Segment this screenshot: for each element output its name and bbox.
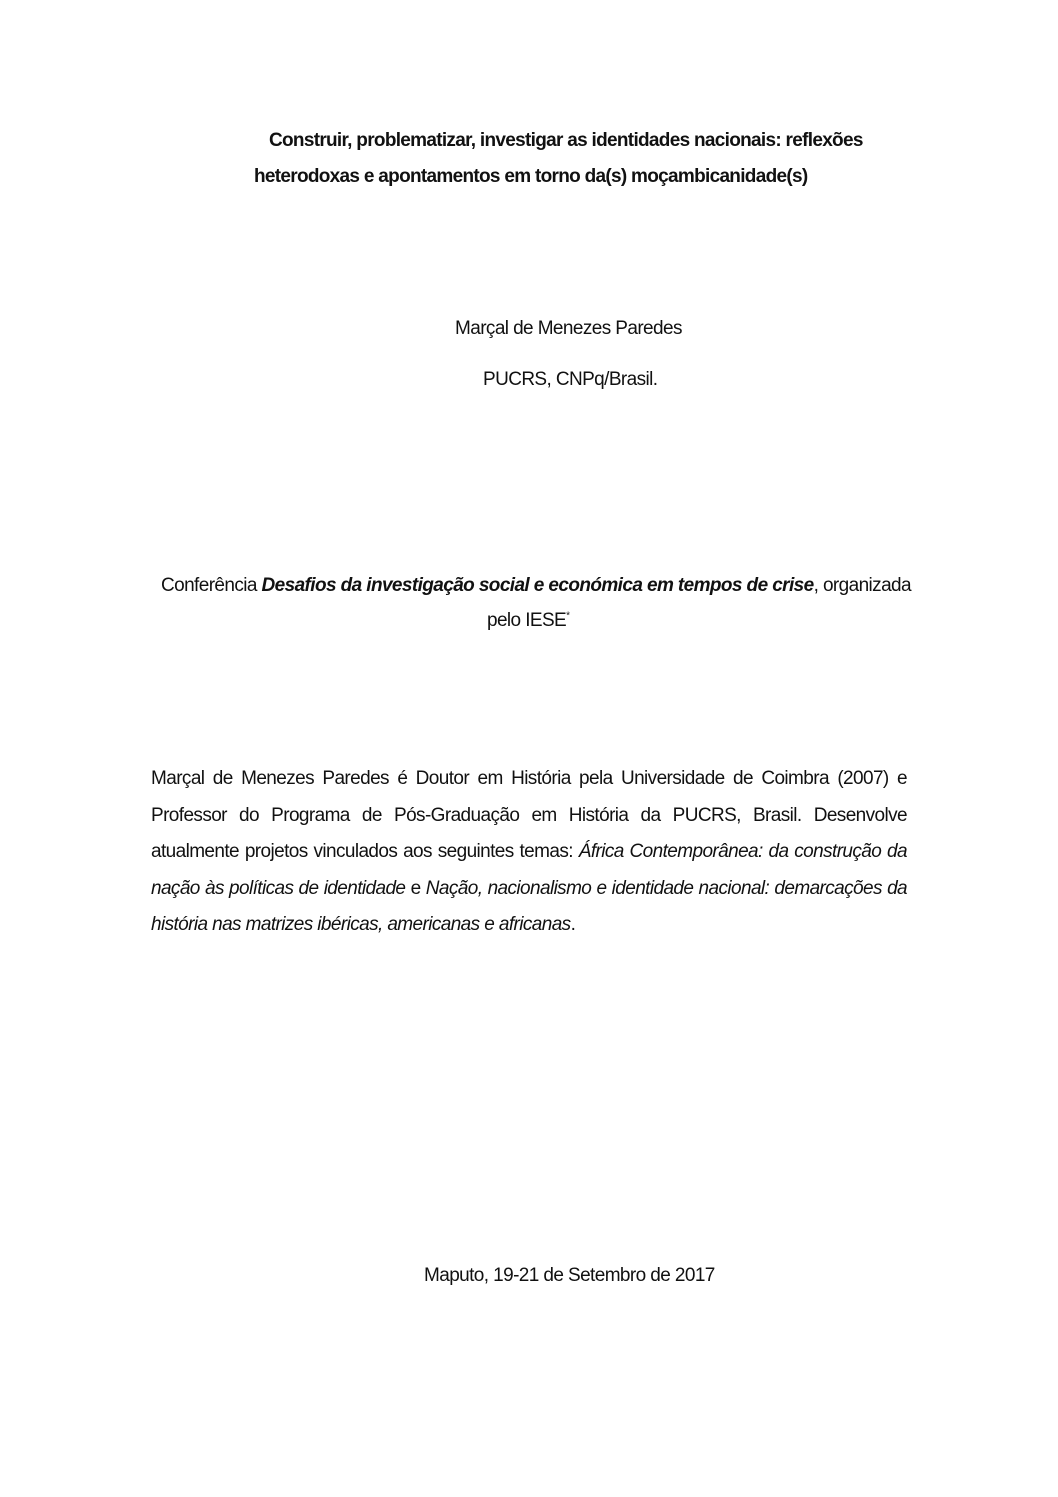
title-line-2: heterodoxas e apontamentos em torno da(s) moçambicanidade(s) xyxy=(254,166,808,187)
conference-line-1 xyxy=(161,574,911,598)
bio-line-3 xyxy=(151,834,907,871)
author-affiliation: PUCRS, CNPq/Brasil. xyxy=(483,369,658,390)
bio-project-title-2: Nação, nacionalismo e identidade nacional: demarcações da xyxy=(425,877,908,899)
bio-project-title-1: África Contemporânea: da construção da xyxy=(578,841,907,862)
bio-line-1: Marçal de Menezes Paredes é Doutor em História pela Universidade de Coimbra (2007) e xyxy=(151,768,907,789)
bio-project-title-2-cont: história nas matrizes ibéricas, americanas e africanas xyxy=(151,914,571,935)
bio-period: . xyxy=(570,914,576,935)
bio-text: atualmente projetos vinculados aos seguintes temas: xyxy=(151,841,579,862)
footnote-mark: * xyxy=(566,610,570,622)
conference-line-2 xyxy=(487,609,569,633)
bio-line-2: Professor do Programa de Pós-Graduação em História da PUCRS, Brasil. Desenvolve xyxy=(151,804,907,826)
conference-organizer: pelo IESE xyxy=(487,610,567,631)
conference-prefix: Conferência xyxy=(161,575,262,596)
author-name: Marçal de Menezes Paredes xyxy=(455,318,682,339)
conference-suffix: , organizada xyxy=(813,575,911,596)
bio-project-title-1-cont: nação às políticas de identidade xyxy=(151,877,406,899)
bio-line-4 xyxy=(151,871,907,908)
conference-name: Desafios da investigação social e económica em tempos de crise xyxy=(261,575,814,596)
title-line-1: Construir, problematizar, investigar as identidades nacionais: reflexões xyxy=(269,130,863,151)
author-bio xyxy=(151,761,907,944)
bio-conjunction: e xyxy=(405,877,426,899)
bio-line-5 xyxy=(151,907,907,944)
place-date: Maputo, 19-21 de Setembro de 2017 xyxy=(424,1265,715,1286)
